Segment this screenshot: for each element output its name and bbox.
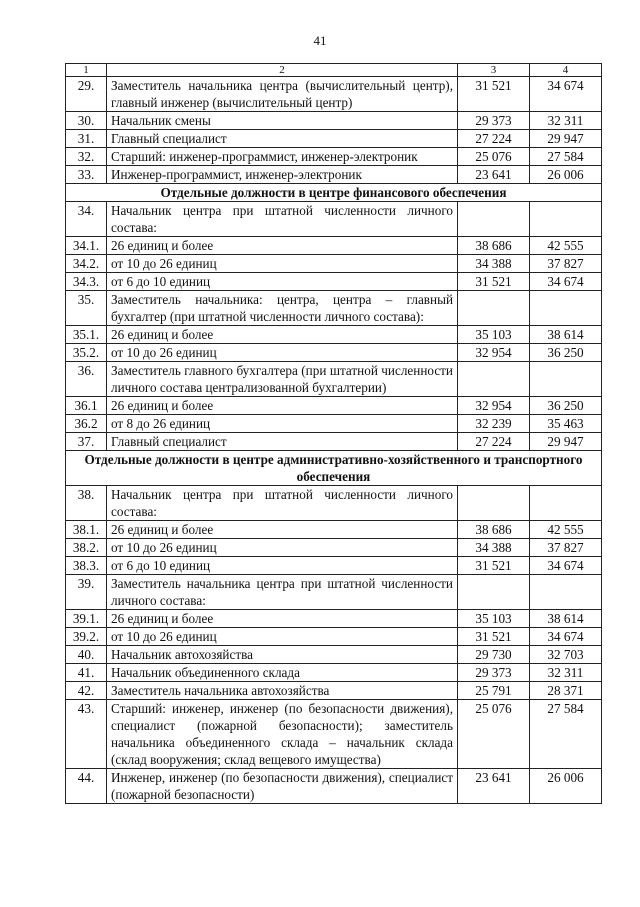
salary-max: 32 703	[530, 646, 602, 664]
position-title: Заместитель начальника автохозяйства	[107, 682, 458, 700]
salary-min: 31 521	[458, 273, 530, 291]
position-title: от 6 до 10 единиц	[107, 557, 458, 575]
salary-min: 34 388	[458, 539, 530, 557]
table-row	[66, 664, 602, 682]
position-title: Старший: инженер-программист, инженер-электроник	[107, 148, 458, 166]
column-header: 1	[66, 64, 107, 77]
row-number: 37.	[66, 433, 107, 451]
row-number: 38.	[66, 486, 107, 521]
salary-min: 23 641	[458, 166, 530, 184]
section-heading: Отдельные должности в центре административно-хозяйственного и транспортного обеспечения	[66, 451, 602, 486]
row-number: 40.	[66, 646, 107, 664]
position-title: Главный специалист	[107, 130, 458, 148]
position-title: от 10 до 26 единиц	[107, 628, 458, 646]
salary-max	[530, 575, 602, 610]
table-row	[66, 521, 602, 539]
position-title: от 8 до 26 единиц	[107, 415, 458, 433]
table-row	[66, 148, 602, 166]
salary-max	[530, 486, 602, 521]
salary-max: 38 614	[530, 326, 602, 344]
position-title: Начальник автохозяйства	[107, 646, 458, 664]
salary-min: 32 239	[458, 415, 530, 433]
position-title: Начальник центра при штатной численности личного состава:	[107, 486, 458, 521]
row-number: 36.1	[66, 397, 107, 415]
table-row	[66, 362, 602, 397]
salary-max: 36 250	[530, 397, 602, 415]
salary-min: 34 388	[458, 255, 530, 273]
table-row	[66, 291, 602, 326]
table-row	[66, 539, 602, 557]
salary-max: 42 555	[530, 521, 602, 539]
salary-min	[458, 291, 530, 326]
table-body	[66, 77, 602, 804]
row-number: 32.	[66, 148, 107, 166]
row-number: 34.	[66, 202, 107, 237]
row-number: 35.2.	[66, 344, 107, 362]
salary-max: 29 947	[530, 130, 602, 148]
salary-max: 34 674	[530, 557, 602, 575]
salary-max: 26 006	[530, 166, 602, 184]
table-row	[66, 202, 602, 237]
salary-max: 32 311	[530, 664, 602, 682]
page-number: 41	[313, 33, 327, 48]
table-row	[66, 273, 602, 291]
salary-min: 38 686	[458, 521, 530, 539]
row-number: 39.	[66, 575, 107, 610]
salary-max: 27 584	[530, 148, 602, 166]
salary-min: 25 076	[458, 700, 530, 769]
salary-min: 29 730	[458, 646, 530, 664]
position-title: 26 единиц и более	[107, 610, 458, 628]
position-title: Заместитель главного бухгалтера (при штатной численности личного состава централизованной бухгалтерии)	[107, 362, 458, 397]
table-row	[66, 575, 602, 610]
row-number: 44.	[66, 769, 107, 804]
salary-max: 28 371	[530, 682, 602, 700]
row-number: 36.2	[66, 415, 107, 433]
section-heading: Отдельные должности в центре финансового обеспечения	[66, 184, 602, 202]
table-row	[66, 682, 602, 700]
salary-max: 34 674	[530, 273, 602, 291]
salary-min: 29 373	[458, 112, 530, 130]
section-heading-row	[66, 184, 602, 202]
table-row	[66, 433, 602, 451]
row-number: 41.	[66, 664, 107, 682]
salary-min: 23 641	[458, 769, 530, 804]
position-title: Заместитель начальника: центра, центра – главный бухгалтер (при штатной численности личного состава):	[107, 291, 458, 326]
position-title: Заместитель начальника центра (вычислительный центр), главный инженер (вычислительный центр)	[107, 77, 458, 112]
row-number: 39.1.	[66, 610, 107, 628]
table-row	[66, 646, 602, 664]
table-row	[66, 344, 602, 362]
salary-max: 37 827	[530, 539, 602, 557]
salary-table	[65, 63, 602, 804]
row-number: 35.	[66, 291, 107, 326]
row-number: 33.	[66, 166, 107, 184]
table-row	[66, 415, 602, 433]
salary-min: 25 791	[458, 682, 530, 700]
row-number: 34.1.	[66, 237, 107, 255]
salary-max: 35 463	[530, 415, 602, 433]
column-header: 4	[530, 64, 602, 77]
table-row	[66, 397, 602, 415]
row-number: 42.	[66, 682, 107, 700]
position-title: Инженер, инженер (по безопасности движения), специалист (пожарной безопасности)	[107, 769, 458, 804]
salary-max: 42 555	[530, 237, 602, 255]
salary-max: 27 584	[530, 700, 602, 769]
salary-max: 34 674	[530, 77, 602, 112]
salary-max	[530, 362, 602, 397]
position-title: от 10 до 26 единиц	[107, 344, 458, 362]
position-title: Начальник центра при штатной численности личного состава:	[107, 202, 458, 237]
row-number: 35.1.	[66, 326, 107, 344]
salary-min: 27 224	[458, 130, 530, 148]
salary-max: 29 947	[530, 433, 602, 451]
salary-max: 36 250	[530, 344, 602, 362]
column-header: 3	[458, 64, 530, 77]
row-number: 36.	[66, 362, 107, 397]
salary-min: 31 521	[458, 557, 530, 575]
salary-max: 34 674	[530, 628, 602, 646]
salary-min	[458, 202, 530, 237]
column-header: 2	[107, 64, 458, 77]
row-number: 39.2.	[66, 628, 107, 646]
table-row	[66, 130, 602, 148]
row-number: 30.	[66, 112, 107, 130]
table-row	[66, 237, 602, 255]
position-title: от 10 до 26 единиц	[107, 255, 458, 273]
position-title: Главный специалист	[107, 433, 458, 451]
row-number: 38.1.	[66, 521, 107, 539]
salary-max: 26 006	[530, 769, 602, 804]
table-row	[66, 628, 602, 646]
table-row	[66, 486, 602, 521]
salary-min: 32 954	[458, 344, 530, 362]
row-number: 38.3.	[66, 557, 107, 575]
position-title: Заместитель начальника центра при штатной численности личного состава:	[107, 575, 458, 610]
row-number: 43.	[66, 700, 107, 769]
salary-min: 27 224	[458, 433, 530, 451]
salary-max: 32 311	[530, 112, 602, 130]
salary-min	[458, 575, 530, 610]
salary-max	[530, 291, 602, 326]
position-title: 26 единиц и более	[107, 397, 458, 415]
salary-min: 35 103	[458, 610, 530, 628]
table-row	[66, 326, 602, 344]
row-number: 34.3.	[66, 273, 107, 291]
position-title: 26 единиц и более	[107, 237, 458, 255]
section-heading-row	[66, 451, 602, 486]
table-row	[66, 77, 602, 112]
position-title: 26 единиц и более	[107, 521, 458, 539]
row-number: 29.	[66, 77, 107, 112]
salary-min: 32 954	[458, 397, 530, 415]
salary-min: 38 686	[458, 237, 530, 255]
table-row	[66, 255, 602, 273]
salary-min: 29 373	[458, 664, 530, 682]
position-title: от 10 до 26 единиц	[107, 539, 458, 557]
salary-min: 31 521	[458, 628, 530, 646]
position-title: Начальник смены	[107, 112, 458, 130]
table-row	[66, 112, 602, 130]
salary-max	[530, 202, 602, 237]
salary-min: 31 521	[458, 77, 530, 112]
salary-min: 25 076	[458, 148, 530, 166]
salary-min	[458, 362, 530, 397]
row-number: 34.2.	[66, 255, 107, 273]
position-title: 26 единиц и более	[107, 326, 458, 344]
table-row	[66, 769, 602, 804]
salary-min	[458, 486, 530, 521]
table-row	[66, 557, 602, 575]
position-title: Инженер-программист, инженер-электроник	[107, 166, 458, 184]
position-title: Начальник объединенного склада	[107, 664, 458, 682]
row-number: 31.	[66, 130, 107, 148]
position-title: от 6 до 10 единиц	[107, 273, 458, 291]
salary-max: 37 827	[530, 255, 602, 273]
table-header-row	[66, 64, 602, 77]
table-row	[66, 610, 602, 628]
salary-min: 35 103	[458, 326, 530, 344]
row-number: 38.2.	[66, 539, 107, 557]
salary-max: 38 614	[530, 610, 602, 628]
table-row	[66, 700, 602, 769]
table-row	[66, 166, 602, 184]
position-title: Старший: инженер, инженер (по безопасности движения), специалист (пожарной безопасности); заместитель начальника объединенного склада – начальник склада (склад вооружения; склад вещевого имущества)	[107, 700, 458, 769]
